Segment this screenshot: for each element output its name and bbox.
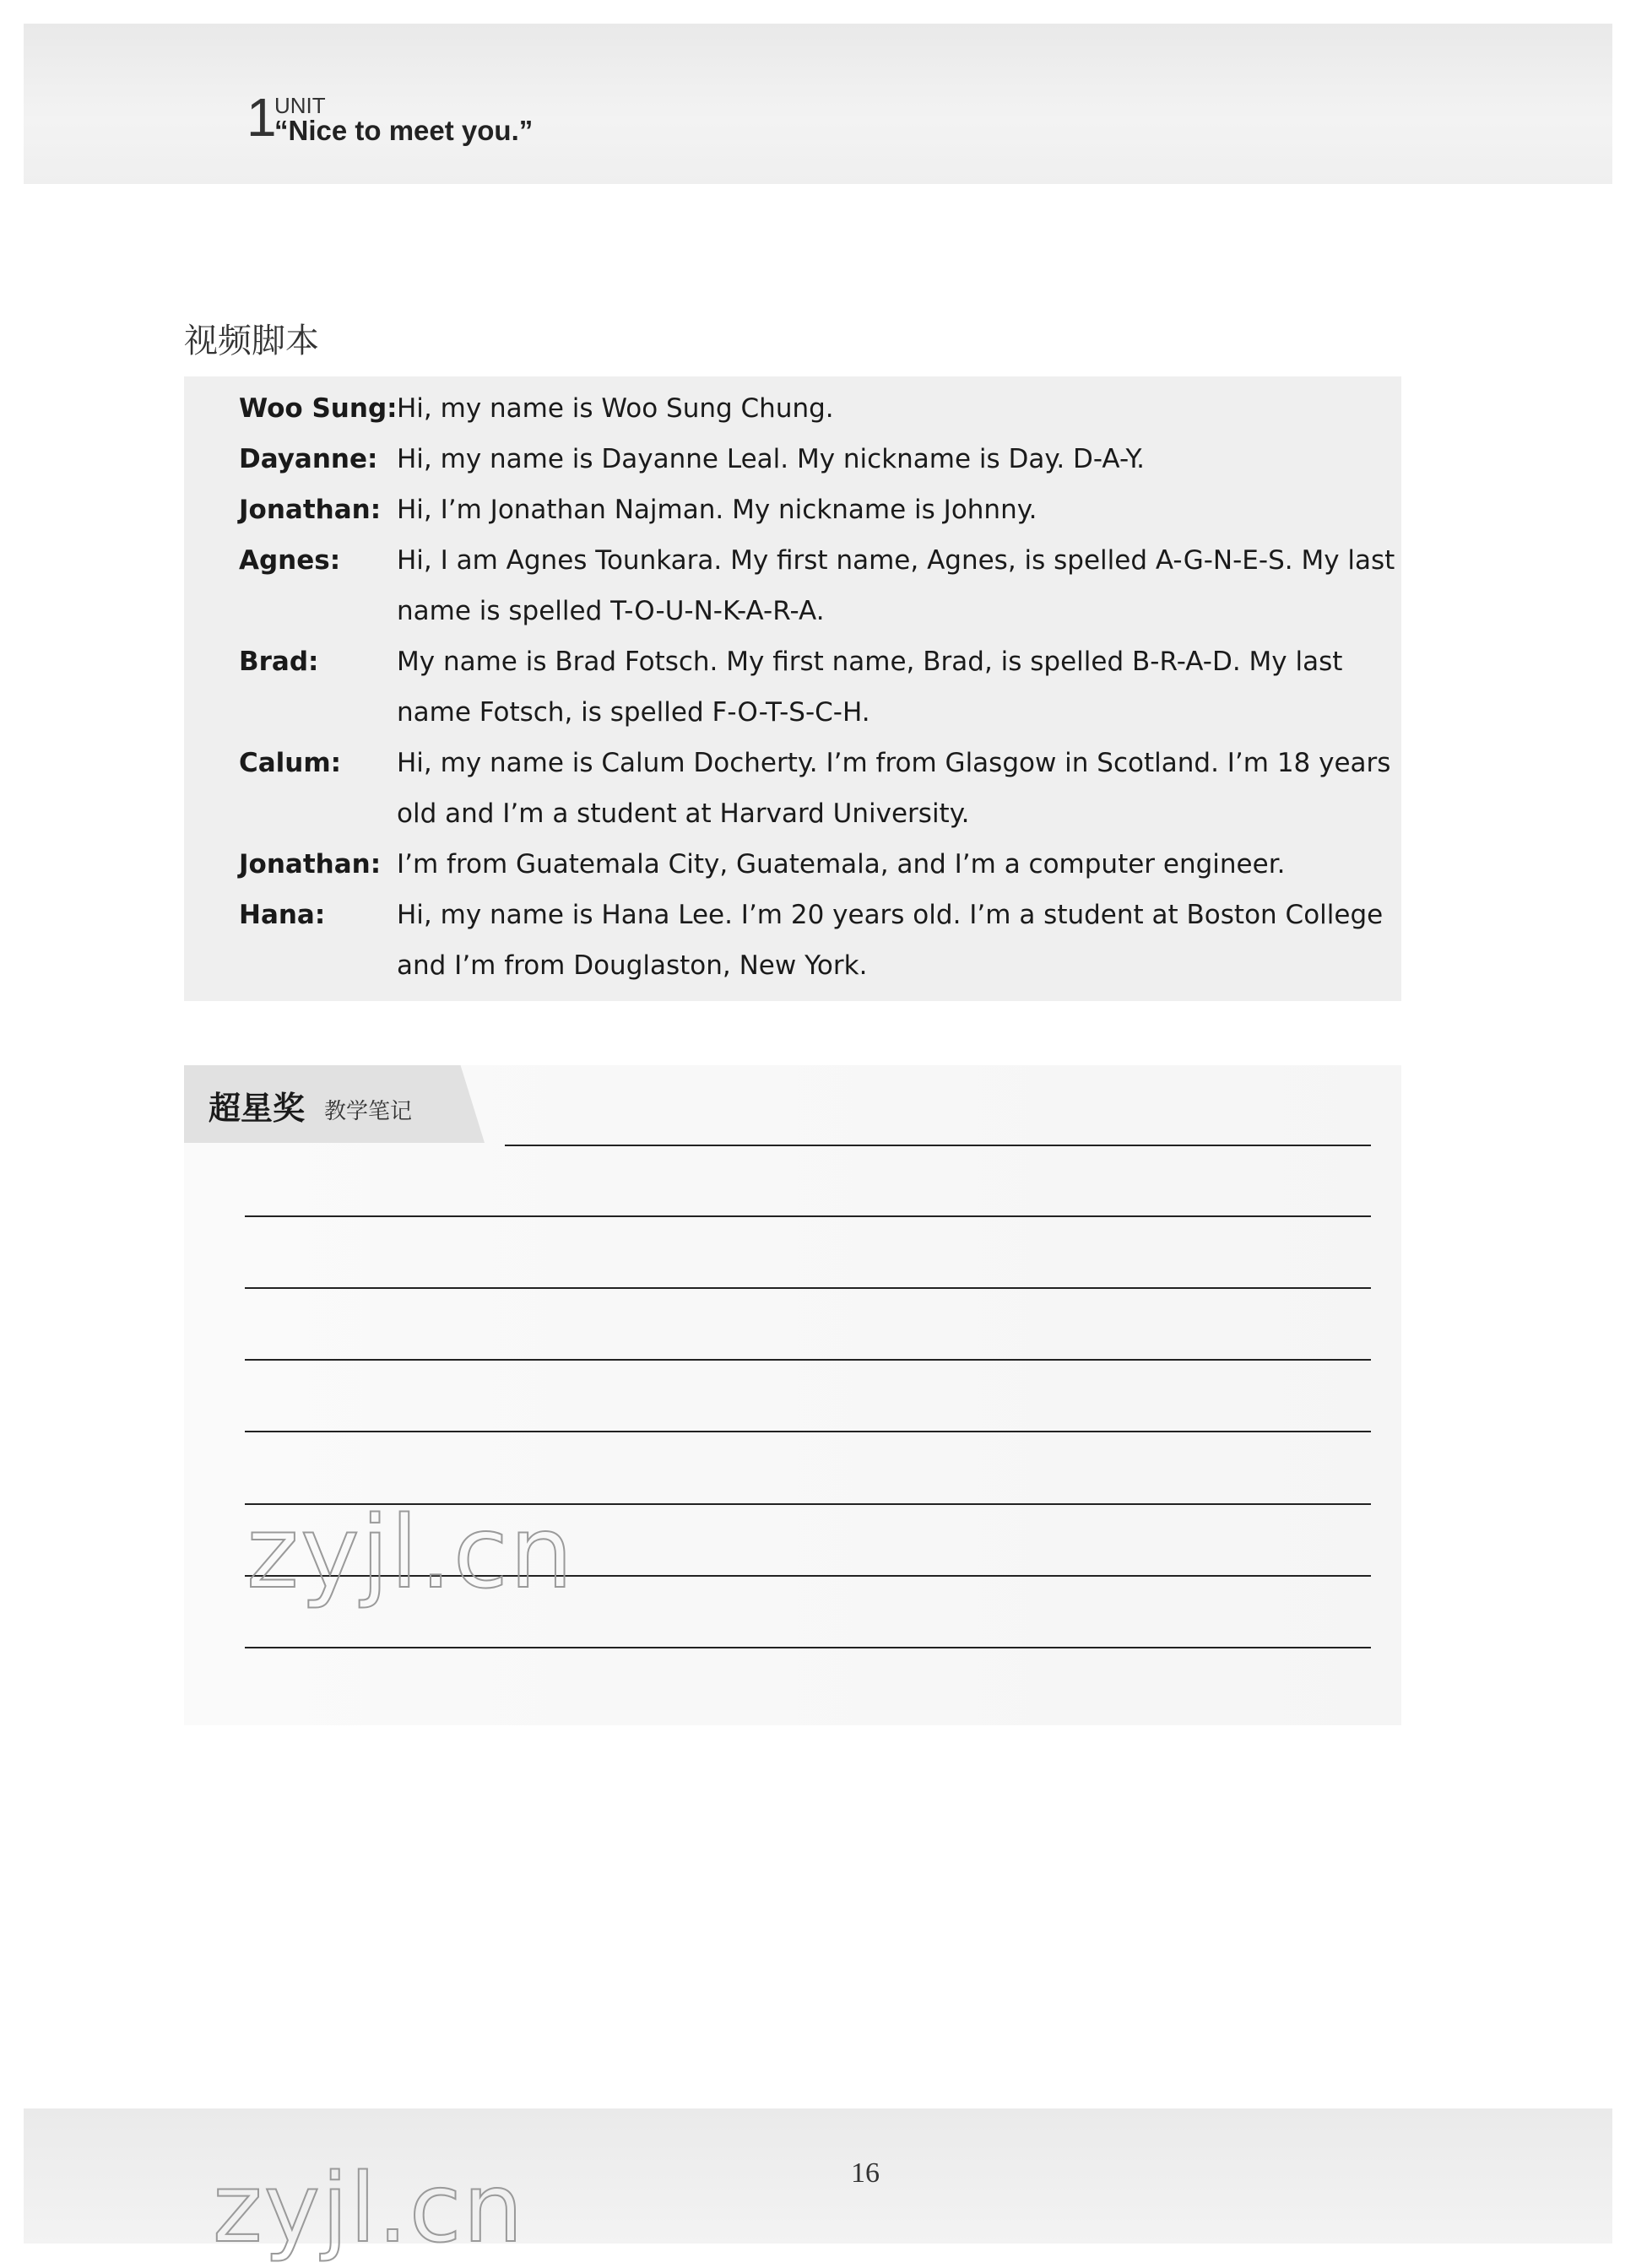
script-line (184, 434, 1401, 484)
writing-line[interactable] (245, 1431, 1371, 1432)
page-number: 16 (851, 2157, 880, 2189)
speaker-name: Agnes: (239, 545, 341, 576)
notes-subtitle: 教学笔记 (324, 1099, 413, 1124)
script-line (184, 484, 1401, 535)
watermark-text: zyjl.cn (246, 1494, 575, 1610)
script-line (184, 890, 1401, 940)
speech-text: Hi, my name is Dayanne Leal. My nickname is Day. D-A-Y. (397, 444, 1145, 474)
unit-label: UNIT (274, 93, 326, 118)
script-line (184, 738, 1401, 788)
speaker-name: Dayanne: (239, 444, 378, 474)
speech-text: name is spelled T-O-U-N-K-A-R-A. (397, 596, 825, 626)
speech-text: old and I’m a student at Harvard University. (397, 798, 970, 829)
speaker-name: Jonathan: (239, 495, 382, 525)
teaching-notes-panel (184, 1065, 1401, 1725)
writing-line[interactable] (245, 1215, 1371, 1217)
script-line (184, 383, 1401, 434)
writing-line[interactable] (245, 1287, 1371, 1289)
script-line (184, 788, 1401, 839)
speech-text: Hi, I am Agnes Tounkara. My first name, Agnes, is spelled A-G-N-E-S. My last (397, 545, 1395, 576)
speech-text: My name is Brad Fotsch. My first name, Brad, is spelled B-R-A-D. My last (397, 647, 1343, 677)
speaker-name: Woo Sung: (239, 393, 398, 424)
script-line (184, 687, 1401, 738)
speaker-name: Hana: (239, 900, 326, 930)
speaker-name: Brad: (239, 647, 319, 677)
speech-text: Hi, I’m Jonathan Najman. My nickname is Johnny. (397, 495, 1037, 525)
notes-title: 超星奖 (209, 1090, 306, 1127)
writing-line[interactable] (505, 1145, 1371, 1146)
speech-text: Hi, my name is Calum Docherty. I’m from Glasgow in Scotland. I’m 18 years (397, 748, 1391, 778)
script-line (184, 636, 1401, 687)
writing-line[interactable] (245, 1359, 1371, 1361)
script-line (184, 535, 1401, 586)
watermark-text: zyjl.cn (213, 2154, 525, 2264)
speech-text: I’m from Guatemala City, Guatemala, and I’m a computer engineer. (397, 849, 1286, 880)
script-line (184, 839, 1401, 890)
script-line (184, 586, 1401, 636)
unit-title: “Nice to meet you.” (274, 115, 534, 146)
video-script-box (184, 376, 1401, 1001)
speech-text: Hi, my name is Woo Sung Chung. (397, 393, 834, 424)
speaker-name: Calum: (239, 748, 342, 778)
script-line (184, 940, 1401, 991)
speech-text: name Fotsch, is spelled F-O-T-S-C-H. (397, 697, 870, 728)
writing-line[interactable] (245, 1647, 1371, 1648)
speaker-name: Jonathan: (239, 849, 382, 880)
speech-text: and I’m from Douglaston, New York. (397, 950, 868, 981)
unit-number: 1 (246, 87, 277, 148)
speech-text: Hi, my name is Hana Lee. I’m 20 years old. I’m a student at Boston College (397, 900, 1384, 930)
section-heading: 视频脚本 (184, 322, 319, 360)
